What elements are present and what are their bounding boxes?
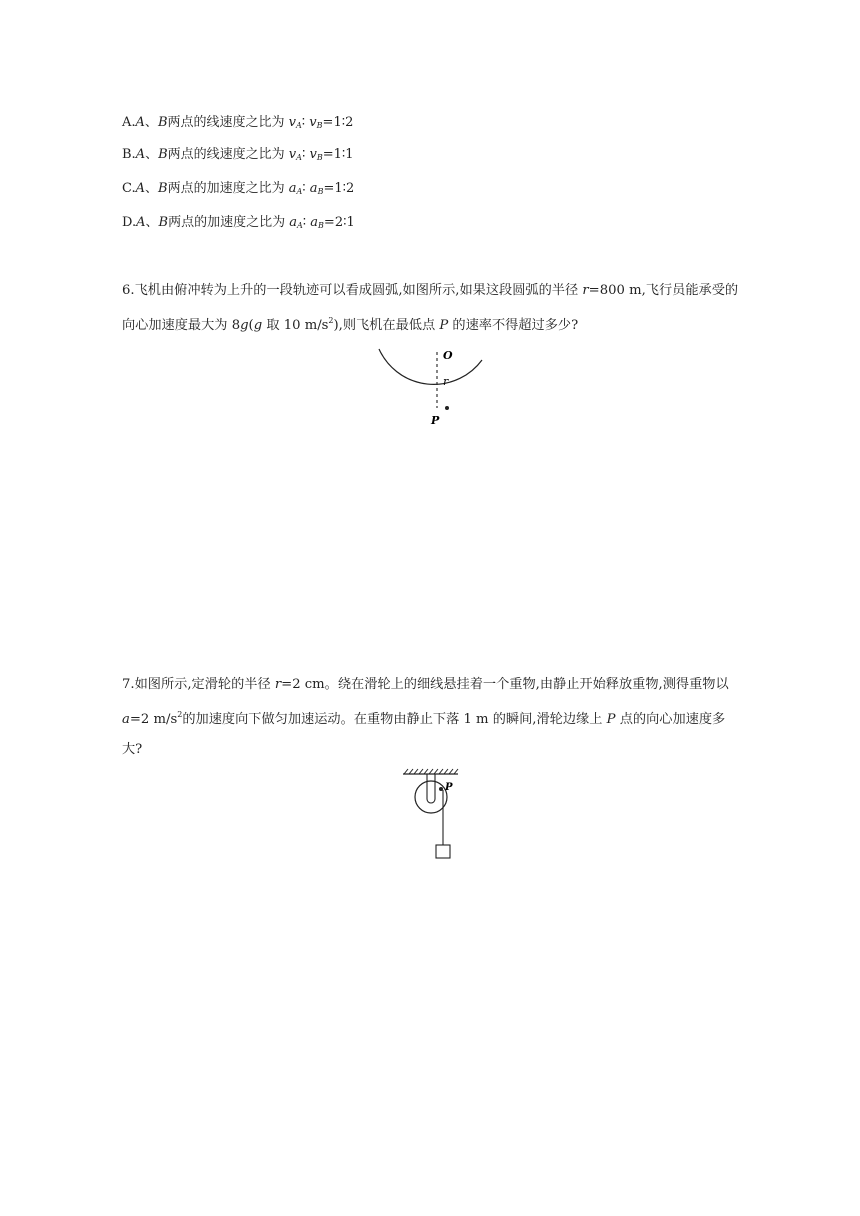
question-7-text: 7.如图所示,定滑轮的半径 r=2 cm。绕在滑轮上的细线悬挂着一个重物,由静止开始释放重物,测得重物以 a=2 $m/s^2$的加速度向下做匀加速运动。在重物由静止下落 1 m 的瞬间,滑轮边缘上 P 点的向心加速度多大? bbox=[122, 677, 729, 757]
label-p: P bbox=[431, 414, 440, 427]
point-p-dot bbox=[445, 406, 449, 410]
bracket-bottom bbox=[427, 799, 435, 803]
label-p: P bbox=[445, 782, 453, 793]
circular-arc bbox=[379, 349, 482, 384]
ceiling-hatch bbox=[404, 769, 458, 774]
option-c: C.A、B两点的加速度之比为 $a_A∶$ $a_B=1∶2$ bbox=[122, 181, 355, 196]
point-p-dot bbox=[439, 787, 443, 791]
pulley-wheel bbox=[415, 781, 447, 813]
option-b: B.A、B两点的线速度之比为 $v_A∶$ $v_B=1∶1$ bbox=[122, 147, 354, 162]
label-o: O bbox=[443, 349, 453, 362]
option-a: A.A、B两点的线速度之比为 $v_A∶$ $v_B=1∶2$ bbox=[122, 115, 354, 130]
option-d: D.A、B两点的加速度之比为 $a_A∶$ $a_B=2∶1$ bbox=[122, 215, 355, 230]
label-r: r bbox=[443, 375, 449, 388]
question-6-text: 6.飞机由俯冲转为上升的一段轨迹可以看成圆弧,如图所示,如果这段圆弧的半径 r=800 m,飞行员能承受的向心加速度最大为 8g(g 取 10 $m/s^2$),则飞机在最低点 P 的速率不得超过多少? bbox=[122, 283, 739, 333]
weight-block bbox=[436, 845, 450, 858]
